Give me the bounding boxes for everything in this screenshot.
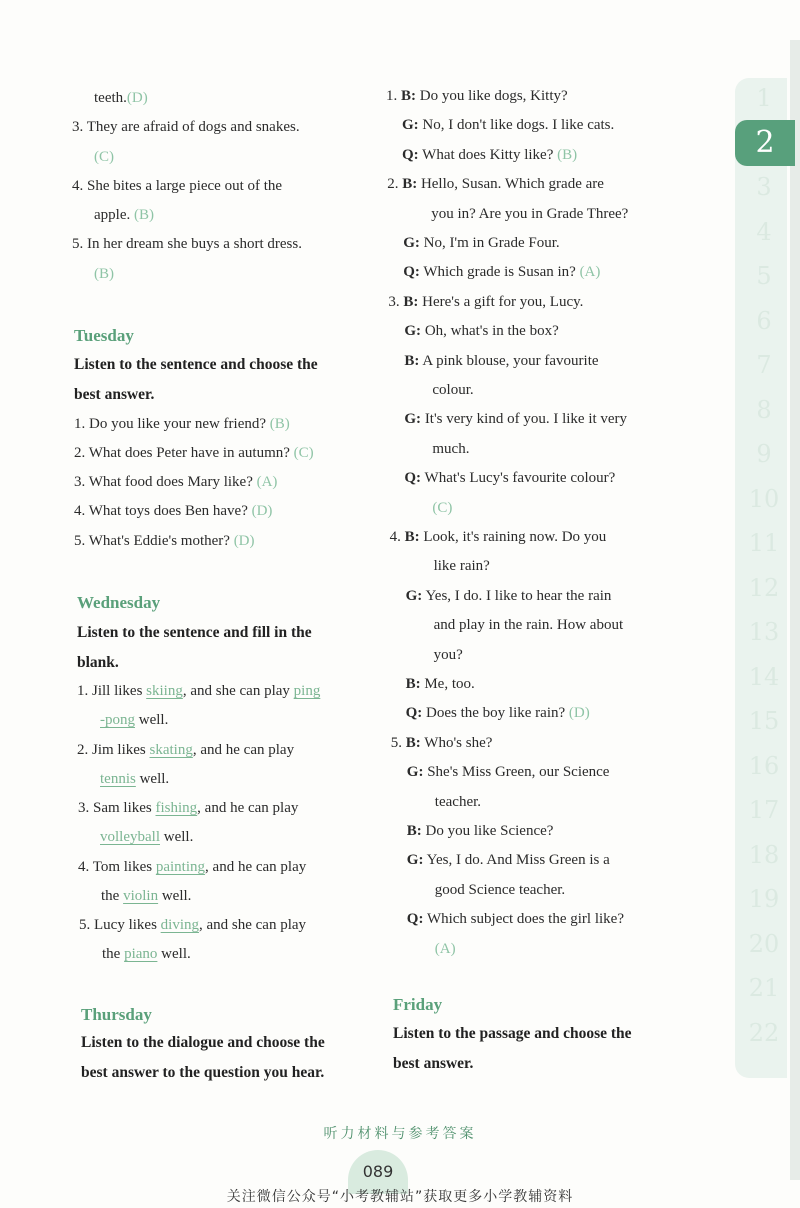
dialogue-text: Yes, I do. I like to hear the rain bbox=[425, 588, 612, 604]
dialogue-number: 5. bbox=[390, 735, 403, 751]
dialogue-text: She's Miss Green, our Science bbox=[427, 764, 610, 780]
answer-line: teeth.(D) bbox=[94, 90, 148, 106]
chapter-tab-3[interactable]: 3 bbox=[756, 173, 772, 201]
dialogue-line bbox=[390, 527, 607, 547]
speaker-label: B: bbox=[404, 529, 420, 545]
speaker-label: B: bbox=[405, 676, 421, 692]
dialogue-line bbox=[402, 115, 614, 135]
footer-watermark: 关注微信公众号“小考教辅站”获取更多小学教辅资料 bbox=[226, 1189, 574, 1205]
dialogue-line bbox=[407, 821, 554, 841]
speaker-label: B: bbox=[405, 735, 421, 751]
speaker-label: Q: bbox=[405, 705, 423, 721]
dialogue-text: What's Lucy's favourite colour? bbox=[424, 470, 616, 486]
dialogue-line bbox=[406, 674, 475, 694]
chapter-tab-18[interactable]: 18 bbox=[748, 840, 780, 869]
dialogue-line bbox=[404, 409, 627, 429]
dialogue-text: Me, too. bbox=[424, 676, 475, 692]
fill-line: 3. Sam likes fishing, and he can play bbox=[78, 800, 299, 816]
fill-line: volleyball well. bbox=[100, 829, 194, 845]
dialogue-number: 2. bbox=[387, 176, 399, 192]
dialogue-text: Look, it's raining now. Do you bbox=[423, 529, 607, 545]
chapter-tab-22[interactable]: 22 bbox=[748, 1018, 780, 1047]
fill-line: 2. Jim likes skating, and he can play bbox=[77, 742, 295, 758]
dialogue-line bbox=[434, 615, 624, 635]
dialogue-text: much. bbox=[432, 441, 470, 457]
chapter-tab-5[interactable]: 5 bbox=[756, 262, 772, 290]
answer-line: 3. They are afraid of dogs and snakes. bbox=[72, 119, 300, 135]
dialogue-text: teacher. bbox=[434, 794, 482, 810]
dialogue-line bbox=[431, 204, 628, 224]
dialogue-line bbox=[403, 262, 600, 282]
dialogue-line bbox=[432, 439, 469, 459]
fill-line: the piano well. bbox=[102, 946, 191, 962]
dialogue-line bbox=[391, 733, 493, 753]
answer-letter: (B) bbox=[557, 147, 578, 163]
speaker-label: G: bbox=[404, 323, 422, 339]
speaker-label: B: bbox=[402, 176, 418, 192]
dialogue-line bbox=[407, 909, 624, 929]
dialogue-line bbox=[435, 880, 565, 900]
dialogue-line bbox=[387, 174, 604, 194]
speaker-label: B: bbox=[403, 294, 419, 310]
dialogue-line bbox=[434, 556, 490, 576]
speaker-label: G: bbox=[406, 764, 424, 780]
fill-line: -pong well. bbox=[100, 712, 169, 728]
dialogue-text: like rain? bbox=[433, 558, 490, 574]
instruction-tuesday: Listen to the sentence and choose the best answer. bbox=[74, 356, 318, 403]
chapter-tab-9[interactable]: 9 bbox=[756, 440, 772, 468]
section-title-thursday: Thursday bbox=[81, 1005, 152, 1024]
dialogue-line bbox=[434, 645, 463, 665]
instruction-thursday: Listen to the dialogue and choose the best answer to the question you hear. bbox=[81, 1034, 325, 1081]
page-number: 089 bbox=[348, 1150, 408, 1194]
footer-title: 听力材料与参考答案 bbox=[323, 1126, 477, 1142]
dialogue-text: No, I don't like dogs. I like cats. bbox=[422, 117, 615, 133]
dialogue-line bbox=[407, 850, 610, 870]
speaker-label: Q: bbox=[403, 264, 420, 280]
fill-line: tennis well. bbox=[100, 771, 170, 787]
answer-letter: (A) bbox=[434, 941, 456, 957]
answer-letter: (A) bbox=[579, 264, 601, 280]
dialogue-text: No, I'm in Grade Four. bbox=[423, 235, 560, 251]
section-title-wednesday: Wednesday bbox=[77, 593, 161, 612]
dialogue-text: Which subject does the girl like? bbox=[426, 911, 624, 927]
chapter-tab-21[interactable]: 21 bbox=[748, 974, 780, 1002]
chapter-tab-16[interactable]: 16 bbox=[748, 751, 780, 780]
chapter-tab-20[interactable]: 20 bbox=[748, 929, 780, 958]
dialogue-line bbox=[388, 292, 583, 312]
dialogue-line bbox=[435, 792, 481, 812]
dialogue-line bbox=[404, 351, 598, 371]
speaker-label: G: bbox=[406, 852, 424, 868]
chapter-tab-4[interactable]: 4 bbox=[756, 217, 772, 246]
dialogue-text: A pink blouse, your favourite bbox=[422, 353, 599, 369]
dialogue-text: Oh, what's in the box? bbox=[424, 323, 559, 339]
dialogue-text: Does the boy like rain? bbox=[426, 705, 566, 721]
speaker-label: G: bbox=[403, 235, 420, 251]
fill-line: 4. Tom likes painting, and he can play bbox=[78, 859, 307, 875]
speaker-label: B: bbox=[406, 823, 422, 839]
question-line: 2. What does Peter have in autumn? (C) bbox=[74, 445, 314, 461]
chapter-tab-15[interactable]: 15 bbox=[748, 707, 780, 735]
question-line: 4. What toys does Ben have? (D) bbox=[74, 503, 273, 519]
section-title-friday: Friday bbox=[393, 995, 443, 1014]
chapter-tab-17[interactable]: 17 bbox=[748, 796, 780, 824]
answer-letter: (C) bbox=[94, 149, 114, 165]
instruction-friday: Listen to the passage and choose the best answer. bbox=[393, 1025, 632, 1072]
answer-letter: (C) bbox=[432, 500, 453, 516]
chapter-tab-1[interactable]: 1 bbox=[756, 84, 772, 112]
dialogue-line bbox=[386, 86, 568, 106]
dialogue-number: 3. bbox=[388, 294, 400, 310]
answer-line: apple. (B) bbox=[94, 207, 154, 223]
chapter-tab-2[interactable]: 2 bbox=[735, 120, 795, 166]
dialogue-line bbox=[404, 321, 558, 341]
fill-line: 5. Lucy likes diving, and she can play bbox=[79, 917, 307, 933]
chapter-tab-7[interactable]: 7 bbox=[756, 351, 772, 379]
answer-letter: (D) bbox=[568, 705, 590, 721]
dialogue-line bbox=[406, 586, 612, 606]
dialogue-text: Yes, I do. And Miss Green is a bbox=[426, 852, 610, 868]
speaker-label: G: bbox=[404, 411, 422, 427]
speaker-label: Q: bbox=[402, 147, 419, 163]
answer-letter: (B) bbox=[94, 266, 114, 282]
speaker-label: G: bbox=[402, 117, 419, 133]
section-title-tuesday: Tuesday bbox=[74, 326, 134, 345]
dialogue-text: Who's she? bbox=[424, 735, 493, 751]
chapter-tabs bbox=[735, 78, 800, 1078]
dialogue-text: Do you like dogs, Kitty? bbox=[419, 88, 568, 104]
chapter-tab-8[interactable]: 8 bbox=[756, 395, 772, 424]
dialogue-text: Which grade is Susan in? bbox=[423, 264, 576, 280]
dialogue-line bbox=[404, 468, 615, 488]
speaker-label: G: bbox=[405, 588, 423, 604]
dialogue-text: you in? Are you in Grade Three? bbox=[431, 206, 629, 222]
speaker-label: B: bbox=[404, 353, 420, 369]
dialogue-text: It's very kind of you. I like it very bbox=[424, 411, 628, 427]
question-line: 5. What's Eddie's mother? (D) bbox=[74, 533, 255, 549]
dialogue-line bbox=[403, 233, 559, 253]
question-line: 3. What food does Mary like? (A) bbox=[74, 474, 278, 490]
dialogue-line bbox=[402, 145, 577, 165]
dialogue-text: good Science teacher. bbox=[434, 882, 566, 898]
dialogue-text: Hello, Susan. Which grade are bbox=[420, 176, 604, 192]
question-line: 1. Do you like your new friend? (B) bbox=[74, 416, 290, 432]
speaker-label: B: bbox=[401, 88, 416, 104]
speaker-label: Q: bbox=[406, 911, 424, 927]
fill-line: 1. Jill likes skiing, and she can play ping bbox=[77, 683, 321, 699]
instruction-wednesday: Listen to the sentence and fill in the blank. bbox=[77, 624, 312, 671]
dialogue-number: 4. bbox=[389, 529, 401, 545]
dialogue-text: colour. bbox=[432, 382, 474, 398]
chapter-tab-6[interactable]: 6 bbox=[756, 306, 772, 335]
answer-line: 5. In her dream she buys a short dress. bbox=[72, 236, 302, 252]
dialogue-text: you? bbox=[433, 647, 463, 663]
dialogue-line bbox=[406, 703, 590, 723]
chapter-tab-13[interactable]: 13 bbox=[748, 618, 780, 646]
dialogue-line bbox=[407, 762, 610, 782]
chapter-tab-19[interactable]: 19 bbox=[748, 885, 780, 913]
chapter-tab-12[interactable]: 12 bbox=[748, 573, 780, 602]
answer-line: 4. She bites a large piece out of the bbox=[72, 178, 283, 194]
dialogue-text: Do you like Science? bbox=[425, 823, 554, 839]
dialogue-line bbox=[432, 380, 473, 400]
dialogue-text: and play in the rain. How about bbox=[433, 617, 624, 633]
chapter-tab-10[interactable]: 10 bbox=[748, 484, 780, 513]
dialogue-text: What does Kitty like? bbox=[422, 147, 554, 163]
dialogue-number: 1. bbox=[386, 88, 398, 104]
speaker-label: Q: bbox=[404, 470, 422, 486]
fill-line: the violin well. bbox=[101, 888, 192, 904]
chapter-tab-11[interactable]: 11 bbox=[748, 529, 780, 557]
chapter-tab-14[interactable]: 14 bbox=[748, 662, 780, 691]
dialogue-text: Here's a gift for you, Lucy. bbox=[422, 294, 584, 310]
